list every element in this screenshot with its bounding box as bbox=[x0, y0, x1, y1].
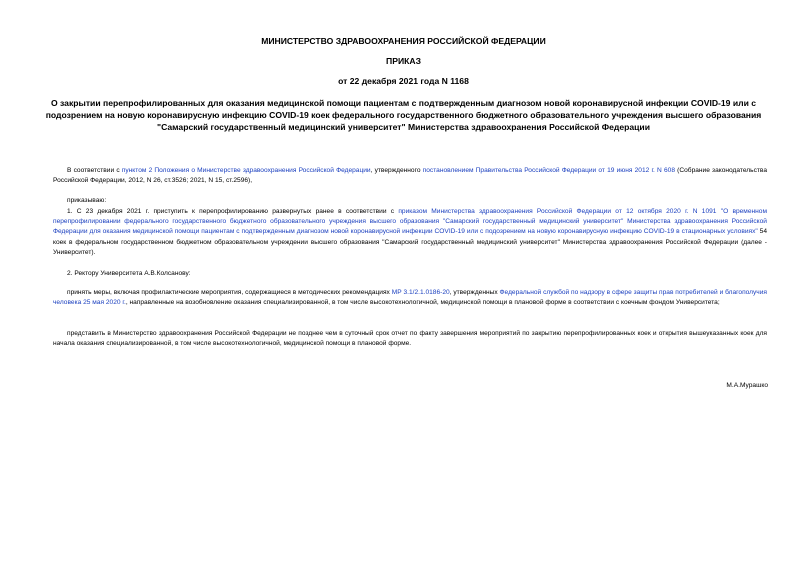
document-date-number: от 22 декабря 2021 года N 1168 bbox=[338, 76, 469, 86]
signature: М.А.Мурашко bbox=[726, 382, 768, 389]
document-type: ПРИКАЗ bbox=[386, 56, 421, 66]
paragraph-basis bbox=[53, 166, 767, 186]
paragraph-measures bbox=[53, 288, 767, 308]
basis-text-1: В соответствии с bbox=[67, 167, 122, 174]
basis-text-3: (Собрание законодательства Российской Федерации, 2012, N 26, ст.3526; 2021, N 15, ст.2596), bbox=[53, 167, 768, 185]
paragraph-item-2: 2. Ректору Университета А.В.Колсанову: bbox=[67, 270, 191, 277]
measures-text-1: принять меры, включая профилактические мероприятия, содержащиеся в методических рекомендациях bbox=[67, 289, 392, 296]
measures-text-3: , направленные на возобновление оказания специализированной, в том числе высокотехнологичной, медицинской помощи в плановой форме в соответствии с коечным фондом Университета; bbox=[125, 299, 720, 307]
ministry-heading: МИНИСТЕРСТВО ЗДРАВООХРАНЕНИЯ РОССИЙСКОЙ ФЕДЕРАЦИИ bbox=[261, 36, 546, 46]
item1-text-1: 1. С 23 декабря 2021 г. приступить к перепрофилированию развернутых ранее в соответствии с bbox=[67, 208, 399, 215]
link-regulation-point-2[interactable]: пунктом 2 Положения о Министерстве здравоохранения Российской Федерации bbox=[121, 167, 371, 174]
measures-text-2: , утвержденных bbox=[449, 289, 500, 296]
paragraph-item-1 bbox=[53, 207, 767, 258]
paragraph-report: представить в Министерство здравоохранения Российской Федерации не позднее чем в суточный срок отчет по факту завершения мероприятий по закрытию перепрофилированных коек и открытия вышеуказанных коек для начала оказания специализированной, в том числе высокотехнологичной, медицинской помощи в плановой форме. bbox=[53, 330, 767, 348]
basis-text-2: , утвержденного bbox=[370, 167, 423, 174]
document-subject: О закрытии перепрофилированных для оказания медицинской помощи пациентам с подтвержденным диагнозом новой коронавирусной инфекции COVID-19 или с подозрением на новую коронавирусную инфекцию COVID-19 коек федерального государственного бюджетного образовательного учреждения высшего образования "Самарский государственный медицинский университет" Министерства здравоохранения Российской Федерации bbox=[45, 98, 762, 132]
link-government-resolution-608[interactable]: постановлением Правительства Российской Федерации от 19 июня 2012 г. N 608 bbox=[422, 167, 675, 174]
link-order-1091[interactable]: приказом Министерства здравоохранения Российской Федерации от 12 октября 2020 г. N 1091 "О временном перепрофилировании федерального государственного бюджетного образовательного учреждения высшего образования "Самарский государственный медицинский университет" Министерства здравоохранения Российской Федерации для оказания медицинской помощи пациентам с подтвержденным диагнозом новой коронавирусной инфекции COVID-19 или с подозрением на новую коронавирусную инфекцию COVID-19 в стационарных условиях" bbox=[53, 208, 767, 236]
paragraph-order-word: приказываю: bbox=[67, 197, 107, 204]
link-mr-3-1-2-1-0186-20[interactable]: МР 3.1/2.1.0186-20 bbox=[391, 289, 450, 296]
link-rospotrebnadzor[interactable]: Федеральной службой по надзору в сфере защиты прав потребителей и благополучия человека 25 мая 2020 г. bbox=[53, 289, 767, 307]
item1-text-2: 54 коек в федеральном государственном бюджетном образовательном учреждении высшего образования "Самарский государственный медицинский университет" Министерства здравоохранения Российской Федерации (далее - Университет). bbox=[53, 228, 767, 256]
